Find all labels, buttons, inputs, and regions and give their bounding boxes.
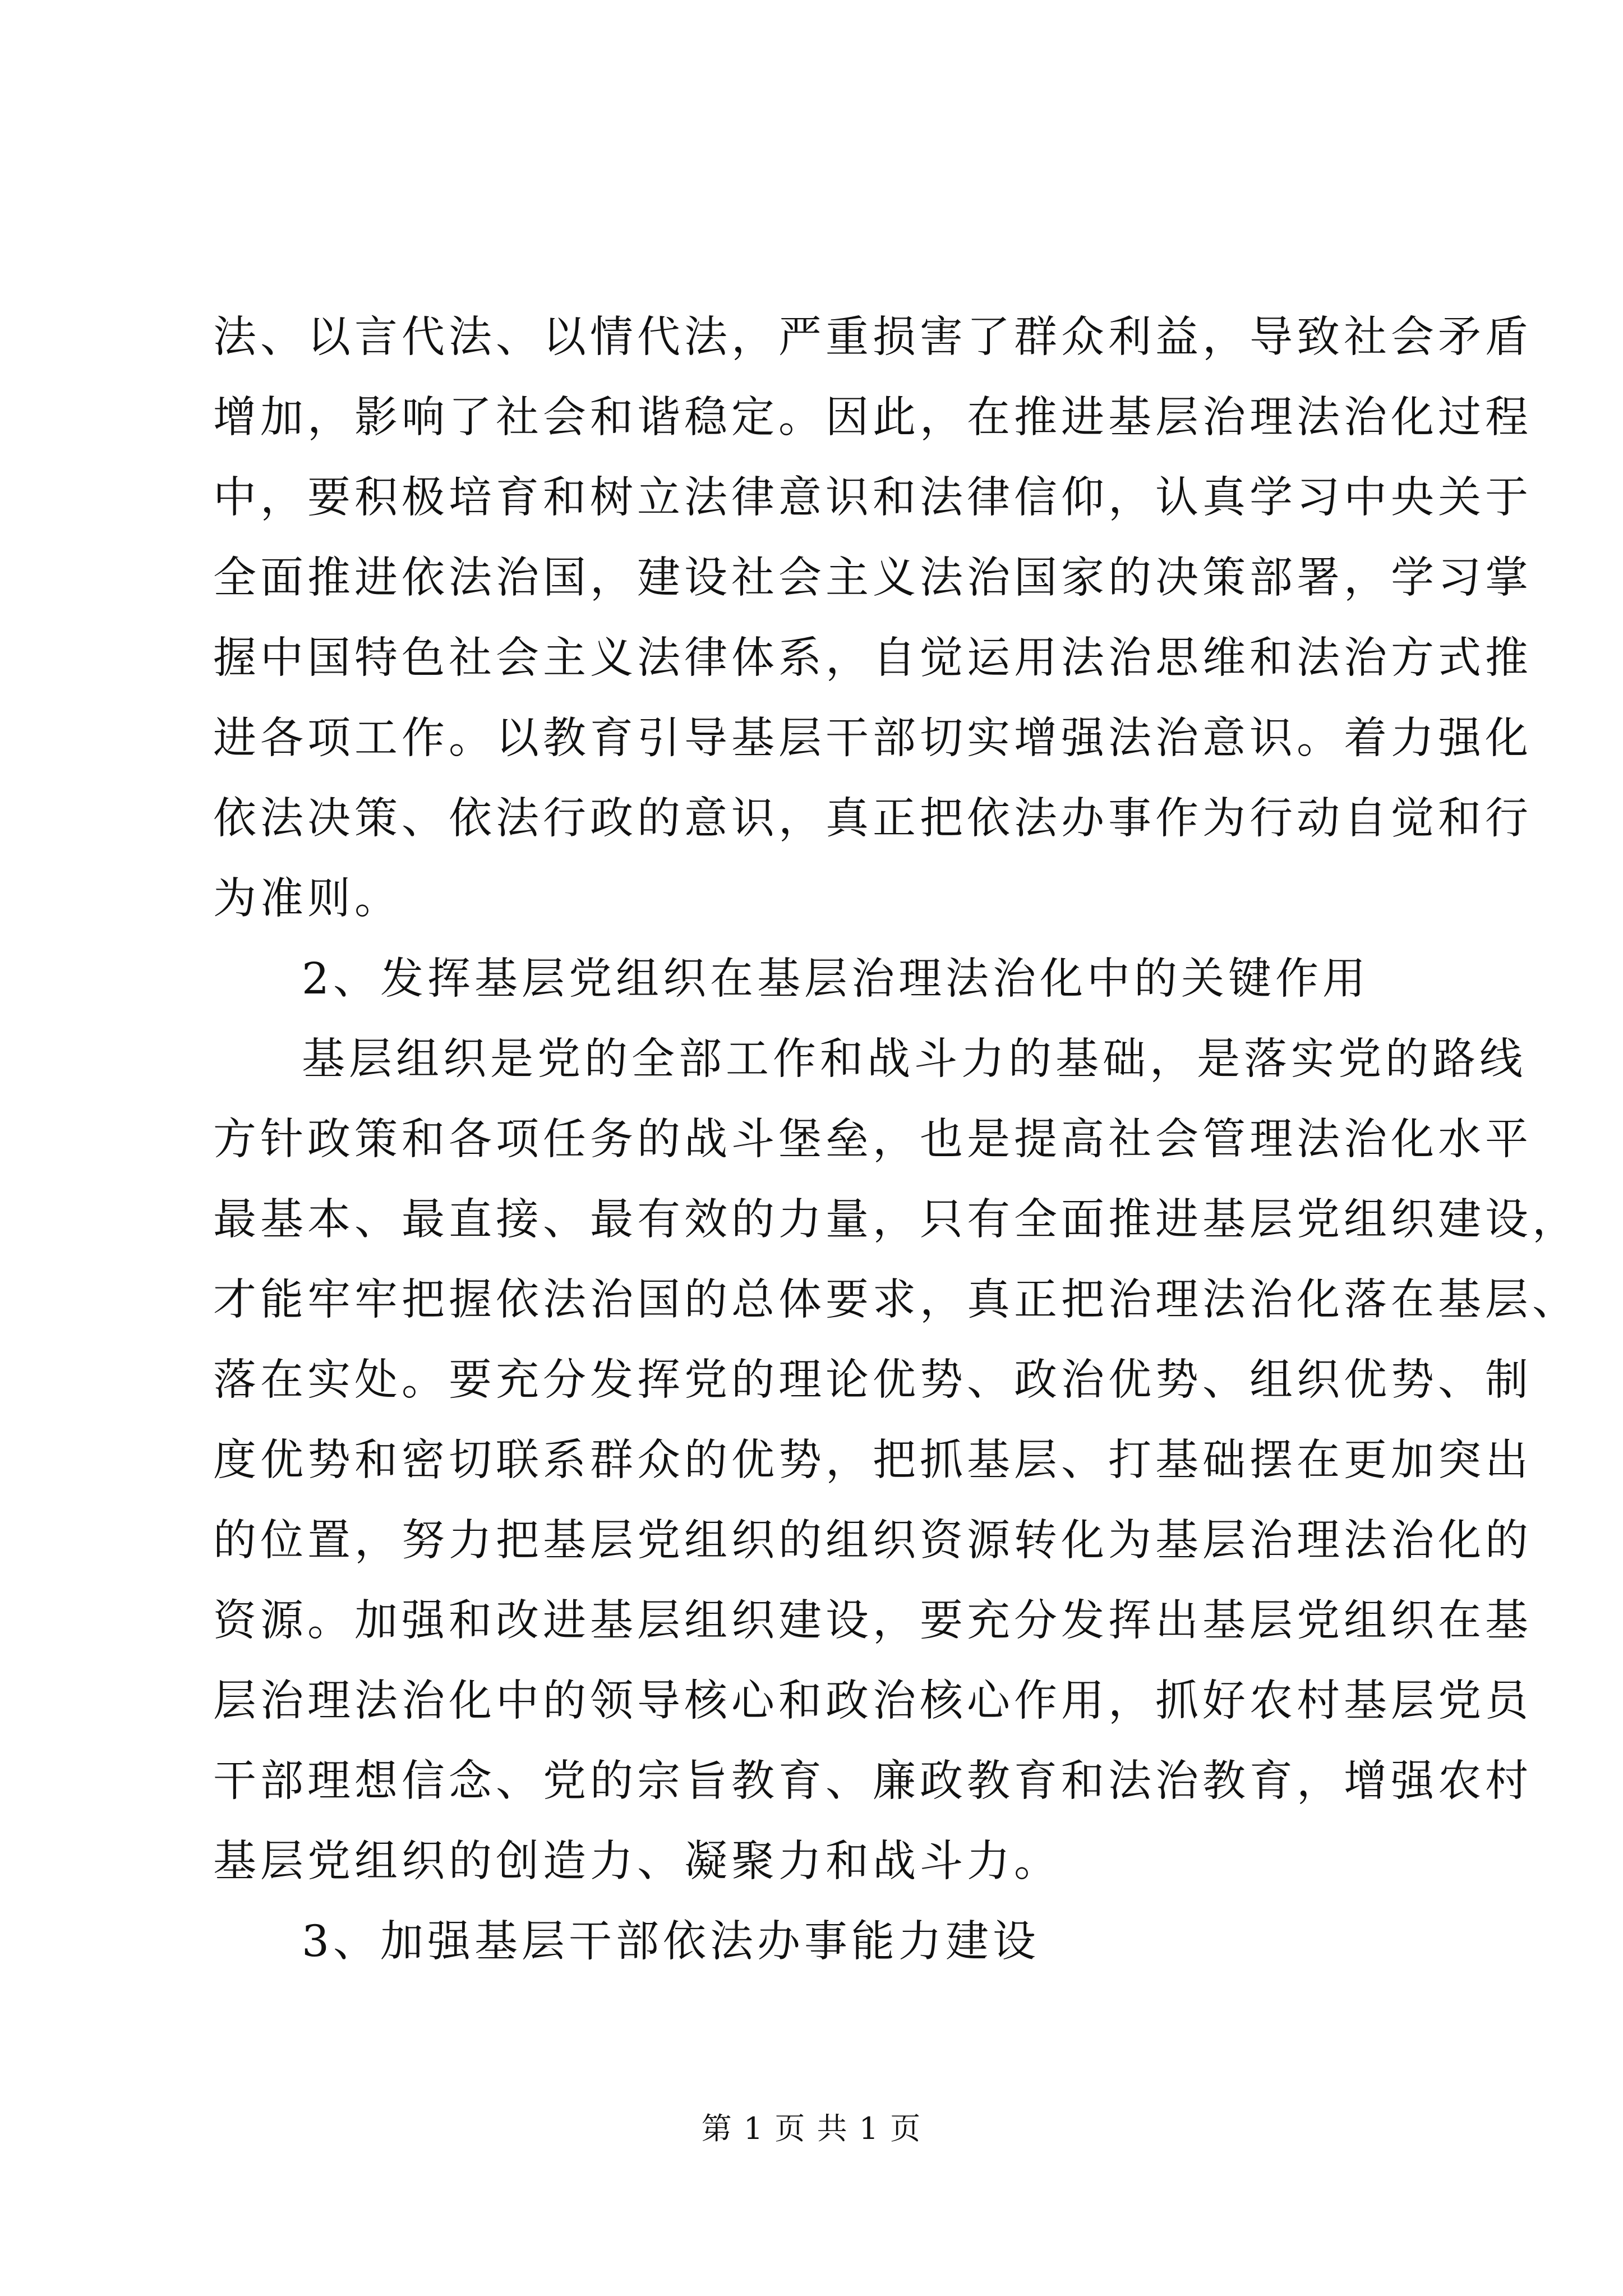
paragraph-line: 进各项工作。以教育引导基层干部切实增强法治意识。着力强化 bbox=[213, 714, 1532, 763]
paragraph-line: 依法决策、依法行政的意识，真正把依法办事作为行动自觉和行 bbox=[213, 794, 1532, 844]
paragraph-line: 握中国特色社会主义法律体系，自觉运用法治思维和法治方式推 bbox=[213, 633, 1532, 683]
paragraph-line: 增加，影响了社会和谐稳定。因此，在推进基层治理法治化过程 bbox=[213, 393, 1532, 443]
paragraph-line: 中，要积极培育和树立法律意识和法律信仰，认真学习中央关于 bbox=[213, 473, 1532, 523]
paragraph-line: 方针政策和各项任务的战斗堡垒，也是提高社会管理法治化水平 bbox=[213, 1115, 1532, 1165]
paragraph-line: 法、以言代法、以情代法，严重损害了群众利益，导致社会矛盾 bbox=[213, 312, 1532, 362]
paragraph-line: 干部理想信念、党的宗旨教育、廉政教育和法治教育，增强农村 bbox=[213, 1756, 1532, 1806]
section-heading: 2、发挥基层党组织在基层治理法治化中的关键作用 bbox=[302, 954, 1370, 1004]
paragraph-line: 的位置，努力把基层党组织的组织资源转化为基层治理法治化的 bbox=[213, 1516, 1532, 1566]
paragraph-line: 全面推进依法治国，建设社会主义法治国家的决策部署，学习掌 bbox=[213, 553, 1532, 603]
paragraph-line: 基层党组织的创造力、凝聚力和战斗力。 bbox=[213, 1837, 1061, 1887]
paragraph-line: 为准则。 bbox=[213, 874, 402, 924]
document-body bbox=[213, 297, 1579, 1982]
paragraph-line: 度优势和密切联系群众的优势，把抓基层、打基础摆在更加突出 bbox=[213, 1435, 1532, 1485]
page-footer: 第 1 页 共 1 页 bbox=[701, 2111, 922, 2146]
paragraph-line: 最基本、最直接、最有效的力量，只有全面推进基层党组织建设， bbox=[213, 1195, 1579, 1245]
section-heading: 3、加强基层干部依法办事能力建设 bbox=[302, 1917, 1040, 1967]
paragraph-line: 层治理法治化中的领导核心和政治核心作用，抓好农村基层党员 bbox=[213, 1676, 1532, 1726]
paragraph-line: 基层组织是党的全部工作和战斗力的基础，是落实党的路线 bbox=[302, 1034, 1527, 1084]
paragraph-line: 才能牢牢把握依法治国的总体要求，真正把治理法治化落在基层、 bbox=[213, 1275, 1579, 1325]
paragraph-line: 落在实处。要充分发挥党的理论优势、政治优势、组织优势、制 bbox=[213, 1355, 1532, 1405]
paragraph-line: 资源。加强和改进基层组织建设，要充分发挥出基层党组织在基 bbox=[213, 1596, 1532, 1646]
